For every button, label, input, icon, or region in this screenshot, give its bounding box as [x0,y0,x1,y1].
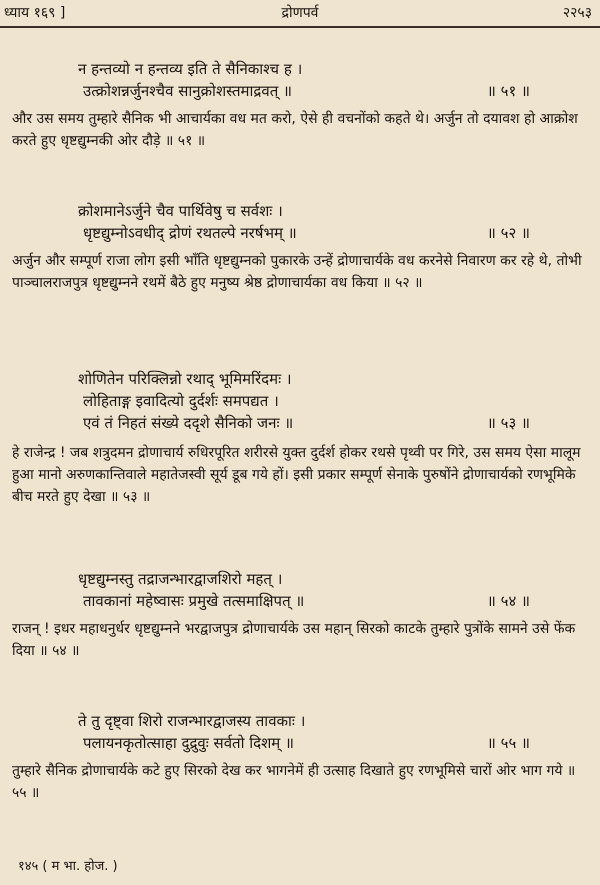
verse-text: धृष्टद्युम्नोऽवधीद् द्रोणं रथतल्पे नरर्षभम् ॥ [83,224,297,242]
verse-line [8,368,592,390]
verse-number: ॥ ५२ ॥ [486,224,530,242]
translation-paragraph: तुम्हारे सैनिक द्रोणाचार्यके कटे हुए सिरको देख कर भागनेमें ही उत्साह दिखाते हुए रणभूमिसे चारों ओर भाग गये ॥ ५५ ॥ [12,763,576,801]
verse-text: न हन्तव्यो न हन्तव्य इति ते सैनिकाश्च ह । [78,60,303,78]
translation-paragraph: राजन् ! इधर महाधनुर्धर धृष्टद्युम्नने भरद्वाजपुत्र द्रोणाचार्यके उस महान् सिरको काटके तुम्हारे पुत्रोंके सामने उसे फेंक दिया ॥ ५४ ॥ [12,621,576,659]
verse-block-53 [8,368,592,508]
verse-block-54 [8,568,592,662]
verse-text: ते तु दृष्ट्वा शिरो राजन्भारद्वाजस्य तावकाः । [78,712,306,730]
verse-text: तावकानां महेष्वासः प्रमुखे तत्समाक्षिपत् ॥ [83,592,305,610]
translation-paragraph: हे राजेन्द्र ! जब शत्रुदमन द्रोणाचार्य रुधिरपूरित शरीरसे युक्त दुर्दर्श होकर रथसे पृथ्वी पर गिरे, उस समय ऐसा मालूम हुआ मानो अरुणकान्तिवाले महातेजस्वी सूर्य डूब गये हों। इसी प्रकार सम्पूर्ण सेनाके पुरुषोंने द्रोणाचार्यको रणभूमिके बीच मरते हुए देखा ॥ ५३ ॥ [12,445,581,505]
verse-text: शोणितेन परिक्लिन्नो रथाद् भूमिमरिंदमः । [78,370,292,388]
verse-number: ॥ ५३ ॥ [486,414,530,432]
verse-text: एवं तं निहतं संख्ये ददृशे सैनिको जनः ॥ [83,414,294,432]
verse-number: ॥ ५१ ॥ [486,82,530,100]
page-header [0,0,600,28]
verse-block-51 [8,58,592,152]
verse-line [8,412,592,434]
header-chapter: ध्याय १६९ ] [4,5,66,21]
verse-line [8,222,592,244]
verse-text: पलायनकृतोत्साहा दुद्रुवुः सर्वतो दिशम् ॥ [83,734,295,752]
translation-paragraph: अर्जुन और सम्पूर्ण राजा लोग इसी भाँति धृष्टद्युम्नको पुकारके उन्हें द्रोणाचार्यके वध करनेसे निवारण कर रहे थे, तोभी पाञ्चालराजपुत्र धृष्टद्युम्नने रथमें बैठे हुए मनुष्य श्रेष्ठ द्रोणाचार्यका वध किया ॥ ५२ ॥ [12,253,582,291]
verse-line [8,710,592,732]
verse-line [8,390,592,412]
page-footer: १४५ ( म भा. होज. ) [18,859,118,874]
verse-text: लोहिताङ्ग इवादित्यो दुर्दर्शः समपद्यत । [83,392,279,410]
verse-line [8,568,592,590]
header-title: द्रोणपर्व [281,5,319,21]
verse-text: धृष्टद्युम्नस्तु तद्राजन्भारद्वाजशिरो महत् । [78,570,283,588]
verse-line [8,58,592,80]
verse-line [8,200,592,222]
verse-block-52 [8,200,592,294]
translation-paragraph: और उस समय तुम्हारे सैनिक भी आचार्यका वध मत करो, ऐसे ही वचनोंको कहते थे। अर्जुन तो दयावश हो आक्रोश करते हुए धृष्टद्युम्नकी ओर दौड़े ॥ ५१ ॥ [12,111,578,149]
verse-line [8,80,592,102]
verse-text: क्रोशमानेऽर्जुने चैव पार्थिवेषु च सर्वशः । [78,202,283,220]
header-page-number: २२५३ [562,5,592,21]
verse-line [8,590,592,612]
verse-number: ॥ ५५ ॥ [486,734,530,752]
verse-number: ॥ ५४ ॥ [486,592,530,610]
verse-text: उत्क्रोशन्नर्जुनश्चैव सानुक्रोशस्तमाद्रवत् ॥ [83,82,292,100]
verse-line [8,732,592,754]
verse-block-55 [8,710,592,804]
